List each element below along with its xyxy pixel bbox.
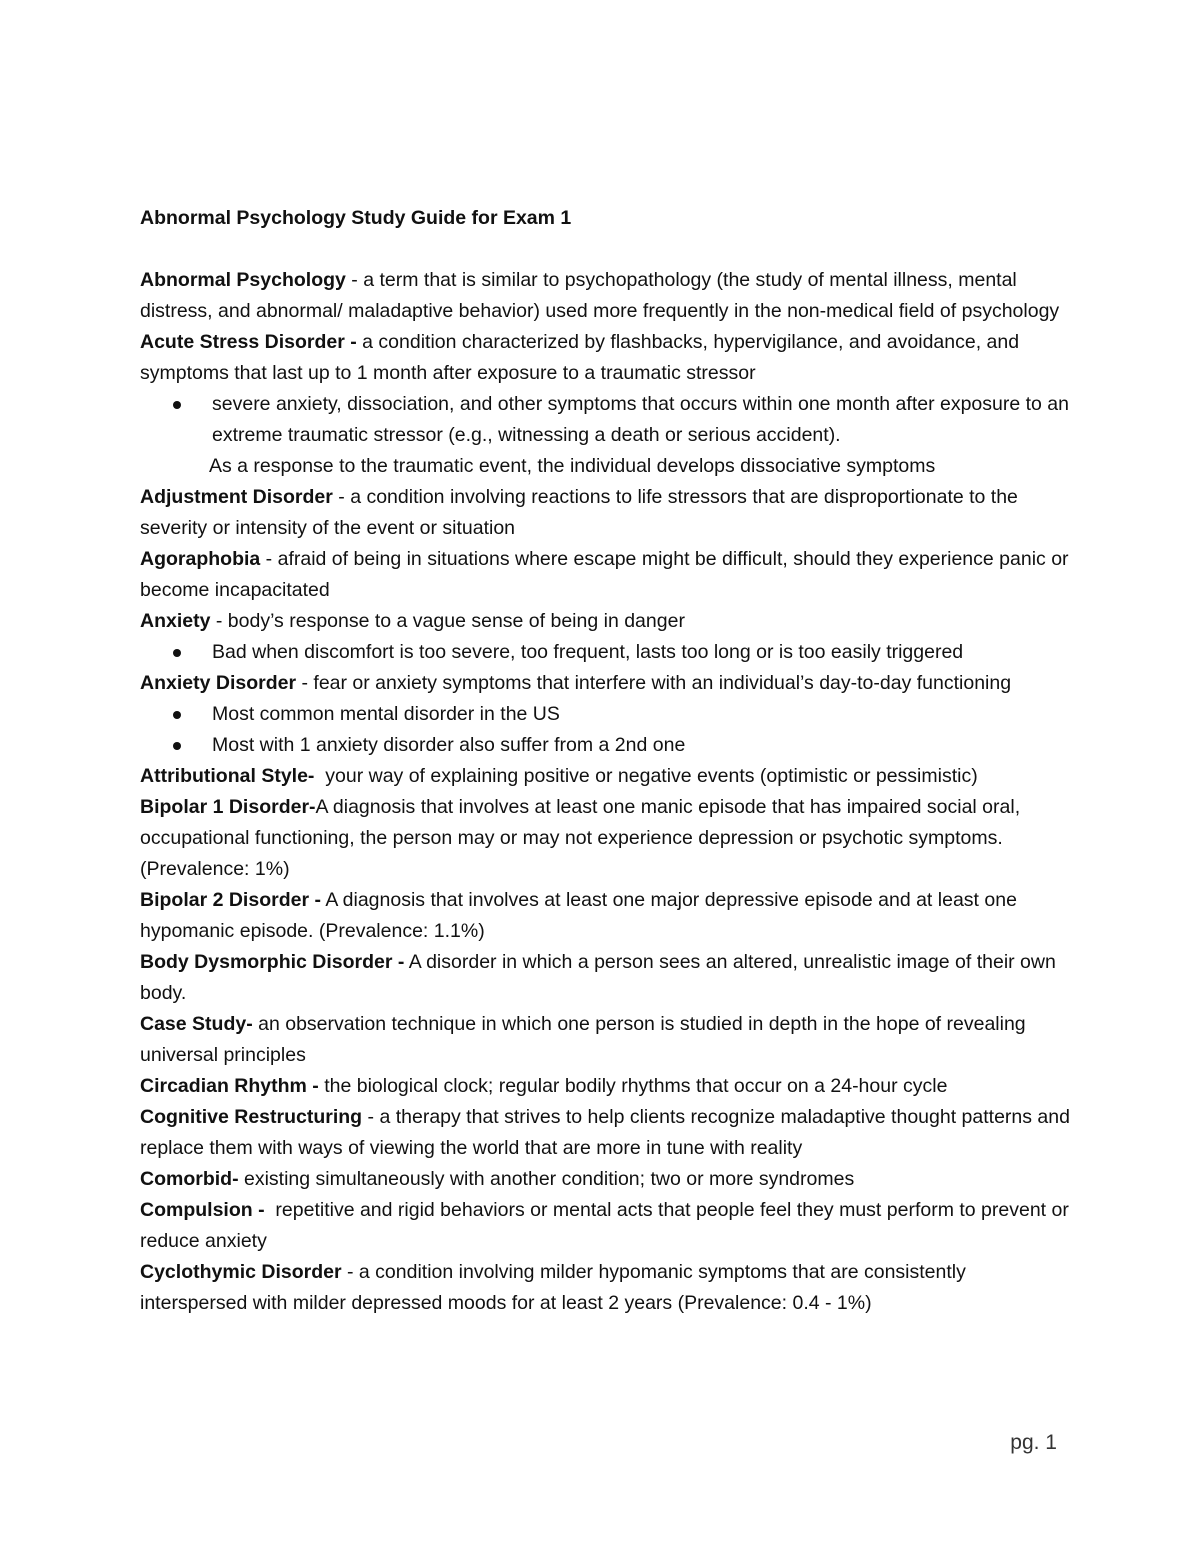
glossary-entry — [140, 482, 1070, 544]
glossary-separator: - — [210, 610, 228, 632]
bullet-continuation-text: As a response to the traumatic event, the individual develops dissociative symptoms — [209, 455, 936, 477]
glossary-term: Circadian Rhythm - — [140, 1075, 319, 1097]
glossary-term: Attributional Style- — [140, 765, 315, 787]
glossary-definition: a term that is similar to psychopathology (the study of mental illness, mental distress, and abnormal/ maladaptive behavior) used more frequently in the non-medical field of psychology — [140, 269, 1060, 322]
page-title: Abnormal Psychology Study Guide for Exam 1 — [140, 207, 572, 229]
glossary-definition: afraid of being in situations where escape might be difficult, should they experience panic or become incapacitated — [140, 548, 1069, 601]
glossary-term: Bipolar 2 Disorder - — [140, 889, 321, 911]
glossary-entry — [140, 947, 1070, 1009]
glossary-entry — [140, 327, 1070, 389]
bullet-text: Most with 1 anxiety disorder also suffer from a 2nd one — [212, 734, 686, 756]
glossary-entry — [140, 1195, 1070, 1257]
glossary-definition: repetitive and rigid behaviors or mental acts that people feel they must perform to prevent or reduce anxiety — [140, 1199, 1069, 1252]
glossary-entry — [140, 544, 1070, 606]
bullet-item — [212, 699, 1070, 730]
document-body — [140, 203, 1070, 1319]
glossary-term: Abnormal Psychology — [140, 269, 346, 291]
glossary-entry — [140, 1257, 1070, 1319]
bullet-list — [140, 699, 1070, 761]
glossary-definition: a condition characterized by flashbacks, hypervigilance, and avoidance, and symptoms that last up to 1 month after exposure to a traumatic stressor — [140, 331, 1020, 384]
page-number: pg. 1 — [1010, 1431, 1057, 1454]
glossary-term: Cognitive Restructuring — [140, 1106, 363, 1128]
bullet-dot-icon — [173, 649, 181, 657]
glossary-term: Adjustment Disorder — [140, 486, 333, 508]
glossary-definition: fear or anxiety symptoms that interfere with an individual’s day-to-day functioning — [313, 672, 1012, 694]
glossary-separator: - — [260, 548, 278, 570]
glossary-entry — [140, 1164, 1070, 1195]
bullet-text: severe anxiety, dissociation, and other symptoms that occurs within one month after exposure to an extreme traumatic stressor (e.g., witnessing a death or serious accident). — [212, 393, 1070, 446]
glossary-entry — [140, 885, 1070, 947]
bullet-list — [140, 637, 1070, 668]
glossary-list — [140, 265, 1070, 1319]
glossary-entry — [140, 606, 1070, 637]
glossary-definition: a therapy that strives to help clients recognize maladaptive thought patterns and replace them with ways of viewing the world that are more in tune with reality — [140, 1106, 1070, 1159]
glossary-entry — [140, 668, 1070, 699]
glossary-definition: a condition involving reactions to life stressors that are disproportionate to the severity or intensity of the event or situation — [140, 486, 1018, 539]
glossary-definition: A diagnosis that involves at least one manic episode that has impaired social oral, occupational functioning, the person may or may not experience depression or psychotic symptoms. (Prevalence: 1%) — [140, 796, 1021, 880]
glossary-term: Anxiety — [140, 610, 211, 632]
glossary-term: Acute Stress Disorder - — [140, 331, 357, 353]
glossary-term: Compulsion - — [140, 1199, 265, 1221]
bullet-list — [140, 389, 1070, 482]
glossary-definition: your way of explaining positive or negative events (optimistic or pessimistic) — [325, 765, 978, 787]
bullet-dot-icon — [173, 401, 181, 409]
bullet-dot-icon — [173, 711, 181, 719]
glossary-entry — [140, 792, 1070, 885]
bullet-dot-icon — [173, 742, 181, 750]
bullet-text: Most common mental disorder in the US — [212, 703, 560, 725]
glossary-definition: A disorder in which a person sees an altered, unrealistic image of their own body. — [140, 951, 1056, 1004]
glossary-term: Comorbid- — [140, 1168, 239, 1190]
glossary-term: Bipolar 1 Disorder- — [140, 796, 316, 818]
glossary-entry — [140, 761, 1070, 792]
glossary-definition: an observation technique in which one person is studied in depth in the hope of revealing universal principles — [140, 1013, 1026, 1066]
glossary-separator: - — [296, 672, 314, 694]
glossary-separator — [314, 765, 325, 787]
bullet-item — [212, 730, 1070, 761]
glossary-entry — [140, 1009, 1070, 1071]
glossary-definition: existing simultaneously with another condition; two or more syndromes — [244, 1168, 855, 1190]
glossary-separator: - — [345, 269, 364, 291]
glossary-separator — [265, 1199, 276, 1221]
glossary-definition: a condition involving milder hypomanic symptoms that are consistently interspersed with milder depressed moods for at least 2 years (Prevalence: 0.4 - 1%) — [140, 1261, 966, 1314]
glossary-term: Cyclothymic Disorder — [140, 1261, 342, 1283]
glossary-separator: - — [341, 1261, 359, 1283]
glossary-term: Case Study- — [140, 1013, 253, 1035]
glossary-entry — [140, 265, 1070, 327]
glossary-entry — [140, 1102, 1070, 1164]
glossary-term: Body Dysmorphic Disorder - — [140, 951, 405, 973]
glossary-term: Agoraphobia — [140, 548, 261, 570]
glossary-entry — [140, 1071, 1070, 1102]
bullet-item — [212, 637, 1070, 668]
glossary-separator: - — [332, 486, 351, 508]
glossary-definition: A diagnosis that involves at least one major depressive episode and at least one hypomanic episode. (Prevalence: 1.1%) — [140, 889, 1017, 942]
glossary-definition: the biological clock; regular bodily rhythms that occur on a 24-hour cycle — [324, 1075, 948, 1097]
glossary-definition: body’s response to a vague sense of being in danger — [227, 610, 685, 632]
bullet-text: Bad when discomfort is too severe, too frequent, lasts too long or is too easily triggered — [212, 641, 964, 663]
bullet-item — [209, 389, 1070, 482]
glossary-separator: - — [362, 1106, 380, 1128]
glossary-term: Anxiety Disorder — [140, 672, 297, 694]
